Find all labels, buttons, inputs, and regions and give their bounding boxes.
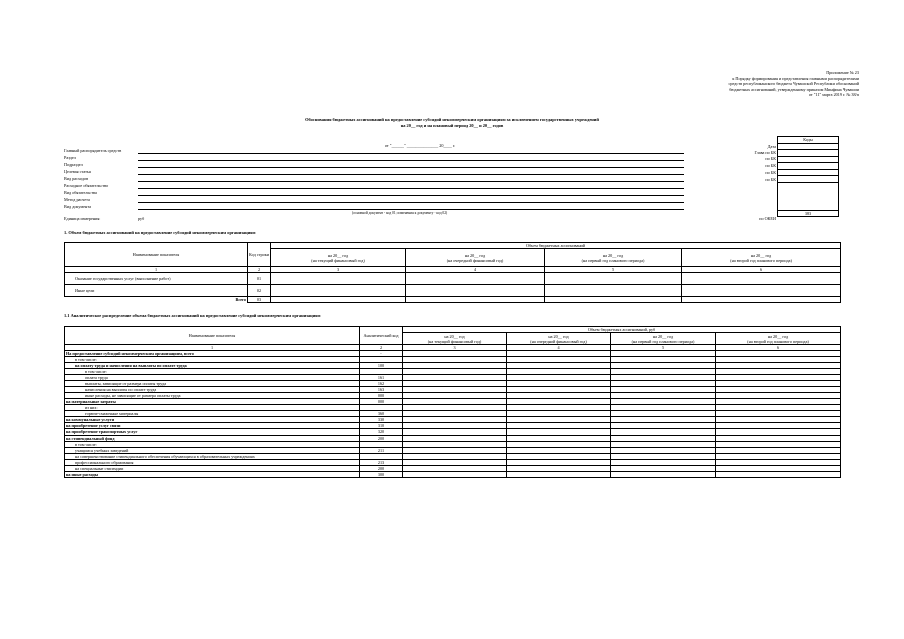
code-label-bk: по БК [765, 163, 776, 168]
value-cell[interactable] [271, 273, 406, 285]
field-label: Целевая статья [64, 169, 91, 174]
row-name: на материальные затраты [65, 399, 360, 405]
field-main-manager[interactable] [64, 148, 684, 155]
col-num: 4 [406, 267, 545, 273]
period-year: на 20__ год [548, 333, 569, 339]
value-cell[interactable] [406, 297, 545, 303]
codes-header: Коды [778, 137, 839, 144]
period-year: на 20__ год [602, 252, 624, 258]
row-code: 03 [248, 297, 271, 303]
field-label: Раздел [64, 155, 76, 160]
row-code: - [360, 351, 403, 357]
row-code: 310 [360, 423, 403, 429]
field-label: Подраздел [64, 162, 83, 167]
col-num: 6 [682, 267, 841, 273]
date-line: от "______" _______________ 20____ г. [384, 143, 456, 148]
field-label: Вид документа [64, 204, 91, 209]
row-name: Оказание государственных услуг (выполнение работ) [65, 273, 248, 285]
col-num: 6 [716, 345, 841, 351]
row-code: 163 [360, 387, 403, 393]
value-cell[interactable] [271, 297, 406, 303]
col-num: 3 [403, 345, 507, 351]
row-name: горюче-смазочные материалы [65, 411, 360, 417]
appendix-block [619, 70, 859, 98]
s2-col-code: Аналитический код [360, 327, 403, 345]
s1-period-current [271, 249, 406, 267]
row-name: на специальные стипендии [65, 465, 360, 471]
section2-body [65, 351, 841, 478]
period-note: (на текущий финансовый год) [311, 257, 365, 263]
s1-col-code: Код строки [248, 243, 271, 267]
s2-period-plan1 [611, 333, 716, 345]
row-code: 01 [248, 273, 271, 285]
row-name: на коммунальные услуги [65, 417, 360, 423]
table-row [65, 285, 841, 297]
appendix-line: Приложение № 23 [826, 70, 859, 75]
code-label-okei: по ОКЕИ [759, 216, 776, 221]
row-name: на иные расходы [65, 471, 360, 477]
col-num: 1 [65, 267, 248, 273]
s1-period-next [406, 249, 545, 267]
row-name: начисления на выплаты по оплате труда [65, 387, 360, 393]
row-name: в том числе: [65, 441, 360, 447]
title-line: Обоснования бюджетных ассигнований на предоставление субсидий некоммерческим организациям за исключением государственных учреждений [305, 117, 599, 122]
period-note: (на очередной финансовый год) [446, 257, 504, 263]
field-section[interactable] [64, 155, 684, 162]
s1-period-plan1 [545, 249, 682, 267]
row-name: в том числе: [65, 369, 360, 375]
field-label: Расходное обязательство [64, 183, 109, 188]
row-code: 213 [360, 459, 403, 465]
codes-table [777, 136, 839, 217]
code-label-bk: по БК [765, 177, 776, 182]
value-cell[interactable] [682, 297, 841, 303]
value-cell[interactable] [403, 471, 507, 477]
row-name: оплата труда [65, 375, 360, 381]
field-subsection[interactable] [64, 162, 684, 169]
col-num: 2 [360, 345, 403, 351]
col-num: 5 [545, 267, 682, 273]
field-expense-obligation[interactable] [64, 183, 684, 190]
col-num: 5 [611, 345, 716, 351]
row-name: из них: [65, 405, 360, 411]
period-note: (на второй год планового периода) [730, 257, 792, 263]
table-row-total [65, 297, 841, 303]
col-num: 2 [248, 267, 271, 273]
row-name: на стипендиальный фонд [65, 435, 360, 441]
appendix-line: к Порядку формирования и представления главными распорядителями [732, 75, 859, 81]
value-cell[interactable] [271, 285, 406, 297]
field-label: Метод расчета [64, 197, 90, 202]
section2-table [64, 326, 841, 478]
row-code: 200 [360, 465, 403, 471]
row-name: на оплату труда и начисления на выплаты по оплате труда [65, 363, 360, 369]
value-cell[interactable] [545, 285, 682, 297]
field-expense-type[interactable] [64, 176, 684, 183]
row-name: иные расходы, не зависящие от размера оплаты труда [65, 393, 360, 399]
period-note: (на очередной финансовый год) [530, 338, 587, 344]
field-document-type[interactable] [64, 204, 684, 211]
s2-period-plan2 [716, 333, 841, 345]
row-total-label: Всего [235, 297, 246, 303]
field-label: Вид расходов [64, 176, 89, 181]
period-year: на 20__ год [652, 333, 674, 339]
col-num: 3 [271, 267, 406, 273]
value-cell[interactable] [716, 471, 841, 477]
table-row [65, 273, 841, 285]
field-obligation-type[interactable] [64, 190, 684, 197]
appendix-line: средств республиканского бюджета Чувашской Республики обоснований [728, 81, 859, 87]
title-line: на 20__ год и на плановый период 20__ и 20__ годов [400, 123, 504, 128]
row-name: на приобретение транспортных услуг [65, 429, 360, 435]
unit-value: руб [138, 216, 145, 221]
value-cell[interactable] [682, 273, 841, 285]
value-cell[interactable] [611, 471, 716, 477]
s1-group-header: Объем бюджетных ассигнований [271, 243, 841, 249]
row-code: 211 [360, 447, 403, 453]
document-title [0, 117, 904, 129]
value-cell[interactable] [545, 273, 682, 285]
period-year: на 20__ год [444, 333, 465, 339]
value-cell[interactable] [545, 297, 682, 303]
row-name: на приобретение услуг связи [65, 423, 360, 429]
section1-table [64, 242, 841, 303]
value-cell[interactable] [682, 285, 841, 297]
row-code: 320 [360, 429, 403, 435]
field-label: Главный распорядитель средств [64, 148, 122, 153]
code-cell-empty[interactable] [778, 182, 839, 210]
value-cell[interactable] [507, 471, 611, 477]
row-name: на совершенствование стипендиального обеспечения обучающихся в образовательных учреждениях [65, 453, 360, 459]
code-label-bk: по БК [765, 170, 776, 175]
field-target-article[interactable] [64, 169, 684, 176]
unit-label: Единица измерения: [64, 216, 101, 221]
period-note: (на первый год планового периода) [581, 257, 645, 263]
code-label-chapter: Глава по БК [754, 150, 776, 155]
period-year: на 20__ год [767, 333, 789, 339]
row-name: Иные цели [65, 285, 248, 297]
document-code-note: (основной документ - код 01; изменения к документу - код 02) [352, 211, 448, 215]
row-code: 162 [360, 381, 403, 387]
row-code: 100 [360, 363, 403, 369]
s1-col-name: Наименование показателя [65, 243, 248, 267]
period-year: на 20__ год [327, 252, 349, 258]
value-cell[interactable] [406, 273, 545, 285]
row-name: учащимся учебных заведений [65, 447, 360, 453]
period-note: (на первый год планового периода) [631, 338, 695, 344]
s2-period-current [403, 333, 507, 345]
value-cell[interactable] [406, 285, 545, 297]
row-code: 360 [360, 411, 403, 417]
row-code: 161 [360, 375, 403, 381]
row-code: 000 [360, 399, 403, 405]
period-year: на 20__ год [464, 252, 486, 258]
s2-col-name: Наименование показателя [65, 327, 360, 345]
s2-group-header: Объем бюджетных ассигнований, руб [403, 327, 841, 333]
row-code: 330 [360, 417, 403, 423]
row-code: 02 [248, 285, 271, 297]
field-label: Вид обязательства [64, 190, 97, 195]
s2-period-next [507, 333, 611, 345]
col-num: 1 [65, 345, 360, 351]
s1-period-plan2 [682, 249, 841, 267]
row-name: выплаты, зависящие от размера оплаты труда [65, 381, 360, 387]
code-label-date: Дата [767, 144, 776, 149]
section2-title: 1.1 Аналитическое распределение объема бюджетных ассигнований на предоставление субсидий некоммерческим организациям [64, 313, 321, 318]
field-calc-method[interactable] [64, 197, 684, 204]
appendix-line: бюджетных ассигнований, утвержденному приказом Минфина Чувашии [729, 86, 859, 92]
row-name: профессионального образования [65, 459, 360, 465]
appendix-line: от "11" марта 2019 г. № 38/п [808, 92, 859, 98]
row-code: 200 [360, 435, 403, 441]
period-year: на 20__ год [750, 252, 772, 258]
row-name: в том числе: [65, 357, 360, 363]
row-code: 000 [360, 393, 403, 399]
row-name: На предоставление субсидий некоммерческим организациям, всего [65, 351, 360, 357]
table-row [65, 471, 841, 477]
code-cell-okei: 383 [778, 210, 839, 217]
period-note: (на текущий финансовый год) [427, 338, 482, 344]
col-num: 4 [507, 345, 611, 351]
section1-title: 1. Объем бюджетных ассигнований на предоставление субсидий некоммерческим организациям [64, 230, 256, 235]
code-label-bk: по БК [765, 156, 776, 161]
period-note: (на второй год планового периода) [747, 338, 809, 344]
row-code: 300 [360, 471, 403, 477]
